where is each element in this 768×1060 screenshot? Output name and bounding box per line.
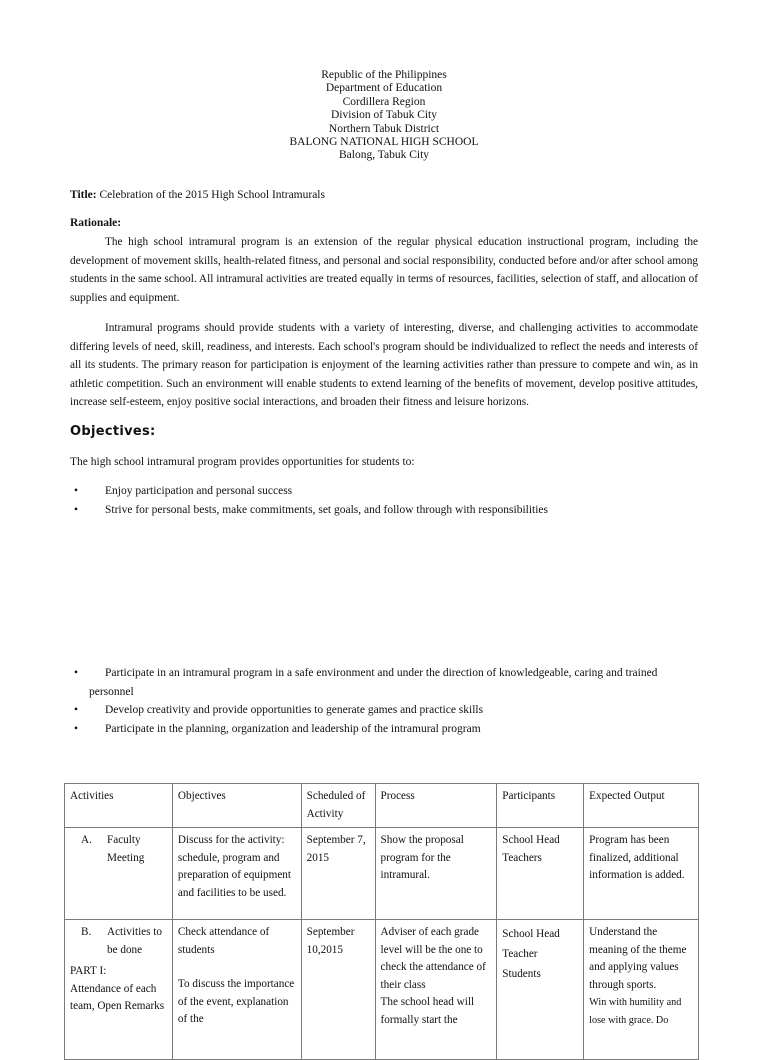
title-label: Title:: [70, 189, 97, 201]
cell-activity: [65, 920, 173, 1060]
process-text: Adviser of each grade level will be the one to check the attendance of their class: [380, 926, 486, 991]
header-objectives: Objectives: [172, 784, 301, 828]
list-item: [70, 664, 657, 701]
header-line-address: Balong, Tabuk City: [338, 149, 430, 162]
objective-text: To discuss the importance of the event, explanation of the: [177, 978, 295, 1025]
bullet-icon: •: [74, 667, 79, 679]
cell-participants: [497, 828, 584, 920]
objective-text: Check attendance of students: [177, 926, 270, 956]
objectives-list-a: [70, 482, 548, 519]
objectives-heading: Objectives:: [70, 424, 156, 439]
cell-objective: Discuss for the activity: schedule, program and preparation of equipment and facilities to be used.: [172, 828, 301, 920]
part-text: Attendance of each team, Open Remarks: [70, 982, 165, 1012]
header-line-republic: Republic of the Philippines: [321, 69, 447, 81]
objectives-list-b: [70, 664, 657, 738]
header-expected-output: Expected Output: [584, 784, 699, 828]
header-schedule: Scheduled of Activity: [301, 784, 375, 828]
participant: Students: [502, 968, 541, 980]
rationale-p1-text: The high school intramural program is an extension of the regular physical education instructional program, including the development of movement skills, health-related fitness, and personal and social responsibility, conducted before and/or after school among students in the same school. All intramural activities are treated equally in terms of resources, facilities, selection of staff, and allocation of supplies and equipment.: [70, 236, 698, 304]
list-item: [70, 482, 548, 501]
bullet-icon: •: [74, 503, 79, 516]
list-item-text: Participate in the planning, organization and leadership of the intramural program: [105, 722, 481, 735]
cell-expected-output: Program has been finalized, additional information is added.: [584, 828, 699, 920]
part-label: PART I:: [70, 965, 107, 977]
activity-text: Faculty Meeting: [107, 834, 145, 864]
rationale-heading: Rationale:: [70, 217, 122, 229]
list-item-text: Participate in an intramural program in a safe environment and under the direction of knowledgeable, caring and trained: [105, 667, 658, 679]
participant: School Head: [502, 928, 560, 940]
header-line-region: Cordillera Region: [342, 95, 426, 108]
table-header-row: [65, 784, 699, 828]
document-title: [70, 189, 325, 201]
cell-schedule: September 7, 2015: [301, 828, 375, 920]
bullet-icon: •: [74, 704, 79, 716]
header-line-department: Department of Education: [325, 82, 443, 95]
header-participants: Participants: [497, 784, 584, 828]
bullet-icon: •: [74, 485, 79, 497]
output-text: Understand the meaning of the theme and applying values through sports.: [589, 926, 687, 991]
bullet-icon: •: [74, 722, 79, 735]
objectives-intro: The high school intramural program provides opportunities for students to:: [70, 456, 415, 468]
activity-text: Activities to be done: [107, 926, 162, 956]
table-row: [65, 828, 699, 920]
header-process: Process: [375, 784, 497, 828]
list-item-continuation: personnel: [89, 685, 134, 698]
cell-process: [375, 920, 497, 1060]
participant: Teacher: [502, 948, 538, 960]
activities-table: [64, 783, 699, 1060]
cell-schedule: September 10,2015: [301, 920, 375, 1060]
item-number: B.: [81, 926, 92, 938]
letterhead: [0, 69, 768, 163]
rationale-paragraph-2: [70, 319, 698, 412]
list-item: [70, 501, 548, 520]
header-line-district: Northern Tabuk District: [328, 122, 440, 135]
list-item-text: Strive for personal bests, make commitments, set goals, and follow through with responsibilities: [105, 503, 549, 516]
title-text: Celebration of the 2015 High School Intramurals: [96, 189, 325, 201]
header-line-school: BALONG NATIONAL HIGH SCHOOL: [289, 136, 479, 149]
output-text: Win with humility and lose with grace. Do: [589, 997, 682, 1026]
list-item: [70, 720, 657, 739]
item-number: A.: [81, 834, 92, 846]
table-row: [65, 920, 699, 1060]
rationale-p2-text: Intramural programs should provide students with a variety of interesting, diverse, and challenging activities to accommodate differing levels of need, skill, readiness, and interests. Each school's program should be individualized to reflect the needs and interests of all its students. The primary reason for participation is enjoyment of the learning activities rather than pressure to compete and win, as in athletic competition. Such an environment will enable students to extend learning of the benefits of movement, develop positive attitudes, increase self-esteem, enjoy positive social interactions, and broaden their fitness and leisure horizons.: [70, 322, 698, 408]
list-item-text: Develop creativity and provide opportunities to generate games and practice skills: [105, 704, 484, 716]
cell-objective: [172, 920, 301, 1060]
header-activities: Activities: [65, 784, 173, 828]
cell-participants: [497, 920, 584, 1060]
process-text: The school head will formally start the: [380, 996, 475, 1026]
cell-process: Show the proposal program for the intramural.: [375, 828, 497, 920]
list-item-text: Enjoy participation and personal success: [105, 485, 293, 497]
cell-expected-output: [584, 920, 699, 1060]
cell-activity: [65, 828, 173, 920]
participant: Teachers: [502, 851, 542, 864]
rationale-paragraph-1: [70, 233, 698, 307]
header-line-division: Division of Tabuk City: [331, 109, 437, 122]
participant: School Head: [502, 834, 560, 846]
list-item: [70, 701, 657, 720]
